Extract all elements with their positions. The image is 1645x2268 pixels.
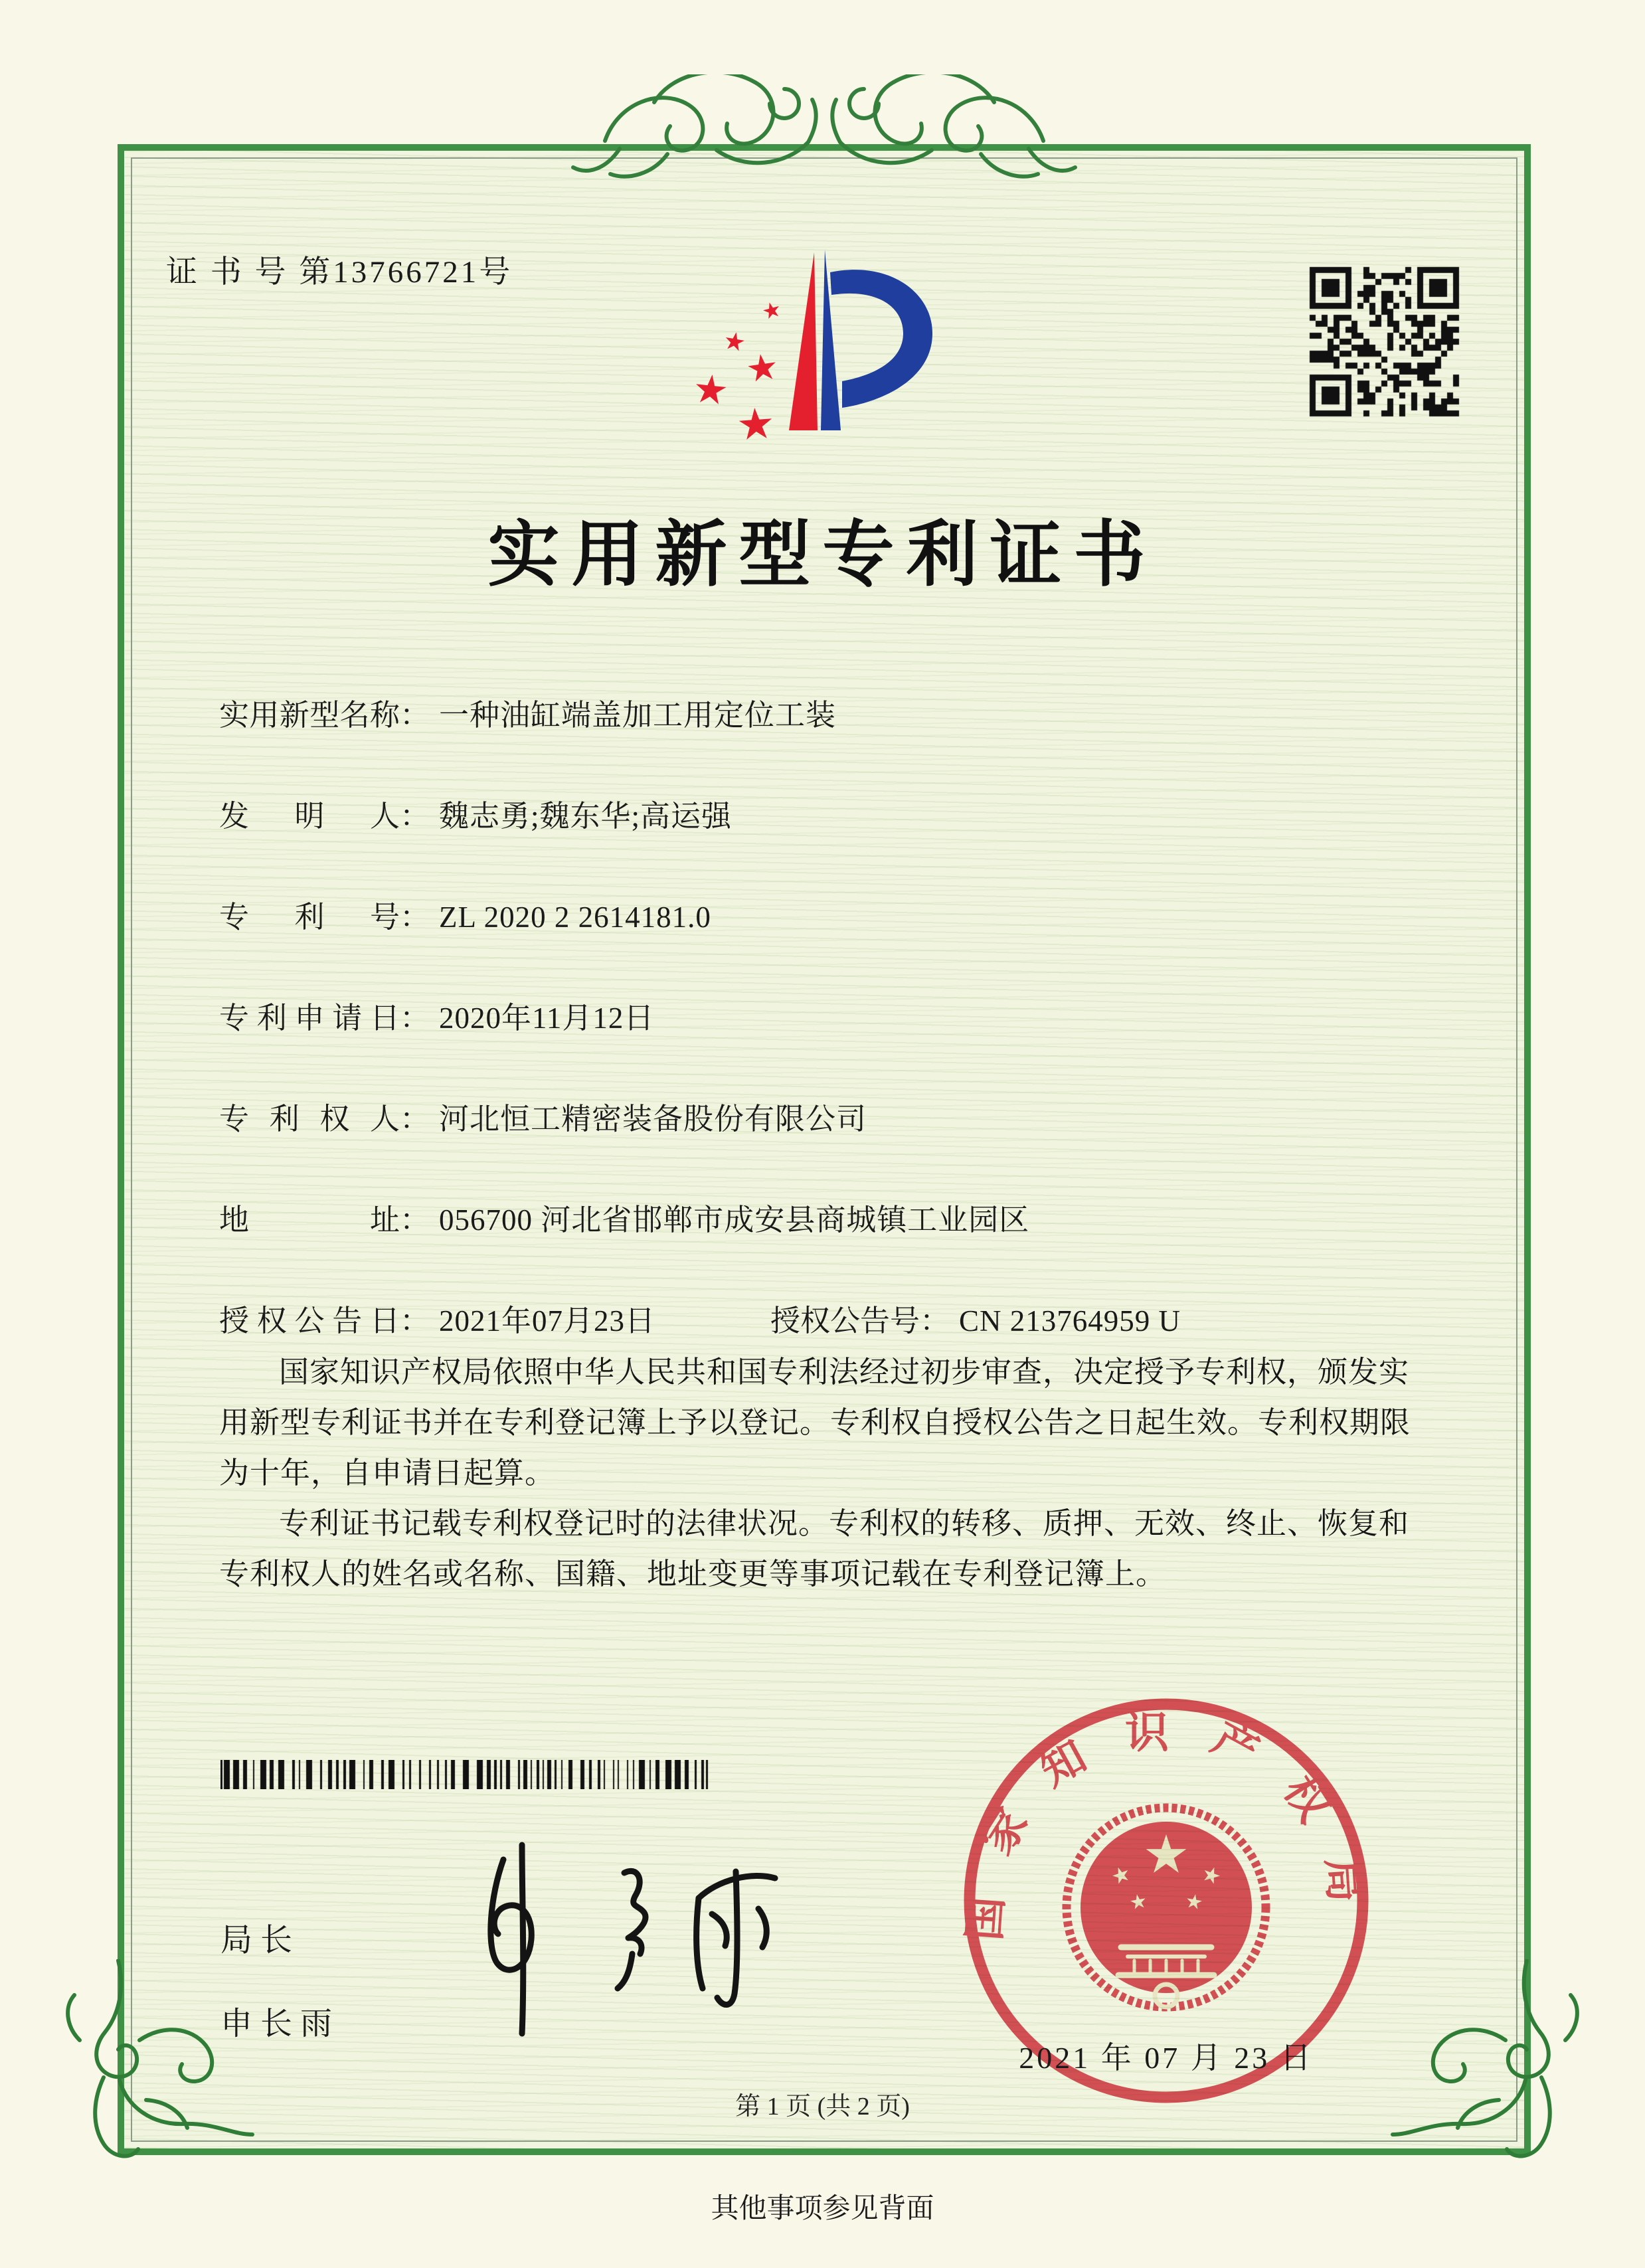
- field-value: ZL 2020 2 2614181.0: [439, 901, 711, 934]
- field-label: 授权公告日: [219, 1304, 400, 1338]
- legal-body-text: [219, 1347, 1438, 1599]
- field-colon: ：: [400, 901, 430, 934]
- field-colon: ：: [400, 1102, 430, 1136]
- field-value: 一种油缸端盖加工用定位工装: [439, 699, 837, 732]
- field-colon: ：: [400, 699, 430, 732]
- field-value: CN 213764959 U: [959, 1304, 1181, 1338]
- field-colon: ：: [920, 1304, 950, 1338]
- field-row-patentee: [219, 1094, 1468, 1136]
- cnipa-logo: [684, 232, 963, 452]
- field-row-grant: [219, 1296, 1468, 1338]
- signer-name: 申长雨: [220, 2006, 341, 2042]
- logo-star-icon: [763, 302, 779, 319]
- other-matters-note: 其他事项参见背面: [711, 2194, 934, 2224]
- field-value: 2021年07月23日: [439, 1304, 656, 1338]
- field-value: 2020年11月12日: [439, 1002, 655, 1035]
- field-row-inventors: [219, 792, 1468, 833]
- corner-flourish-bottom-right: [1387, 1959, 1606, 2178]
- field-value: 056700 河北省邯郸市成安县商城镇工业园区: [439, 1203, 1030, 1237]
- legal-paragraph: 国家知识产权局依照中华人民共和国专利法经过初步审查，决定授予专利权，颁发实用新型专利证书并在专利登记簿上予以登记。专利权自授权公告之日起生效。专利权期限为十年，自申请日起算。: [219, 1355, 1411, 1490]
- field-value: 魏志勇;魏东华;高运强: [439, 800, 733, 833]
- field-colon: ：: [400, 1002, 430, 1035]
- dragon-ornament-top: [118, 74, 1531, 214]
- barcode: [220, 1760, 709, 1789]
- field-colon: ：: [400, 1203, 430, 1237]
- field-colon: ：: [400, 800, 430, 833]
- field-colon: ：: [400, 1304, 430, 1338]
- certificate-title: 实用新型专利证书: [487, 516, 1158, 595]
- field-row-address: [219, 1195, 1468, 1237]
- field-label: 实用新型名称: [219, 699, 400, 732]
- seal-text: 国家知识产权局: [960, 1708, 1372, 1943]
- field-row-filing-date: [219, 994, 1468, 1035]
- certificate-number: 证 书 号 第13766721号: [166, 255, 513, 290]
- logo-p-bowl: [830, 270, 932, 408]
- corner-flourish-bottom-left: [39, 1959, 258, 2178]
- seal-date: 2021 年 07 月 23 日: [1019, 2041, 1314, 2075]
- signer-role: 局长: [220, 1923, 301, 1958]
- logo-star-icon: [726, 332, 744, 351]
- field-label: 授权公告号: [770, 1304, 920, 1338]
- logo-red-blade: [789, 252, 818, 430]
- national-emblem: [1067, 1808, 1266, 2007]
- commissioner-signature: [425, 1833, 810, 2052]
- field-label: 发明人: [219, 800, 400, 833]
- field-label: 专利权人: [219, 1102, 400, 1136]
- page-number: 第 1 页 (共 2 页): [735, 2093, 910, 2121]
- field-label: 地址: [219, 1203, 400, 1237]
- logo-star-icon: [748, 354, 776, 381]
- field-label: 专利号: [219, 901, 400, 934]
- logo-star-icon: [739, 408, 772, 440]
- logo-star-icon: [696, 375, 726, 404]
- field-row-patent-number: [219, 893, 1468, 934]
- grant-number-pair: [770, 1296, 1181, 1340]
- field-value: 河北恒工精密装备股份有限公司: [439, 1102, 867, 1136]
- legal-paragraph: 专利证书记载专利权登记时的法律状况。专利权的转移、质押、无效、终止、恢复和专利权人的姓名或名称、国籍、地址变更等事项记载在专利登记簿上。: [219, 1507, 1410, 1591]
- field-label: 专利申请日: [219, 1002, 400, 1035]
- field-row-utility-name: [219, 691, 1468, 732]
- qr-code: [1303, 260, 1466, 423]
